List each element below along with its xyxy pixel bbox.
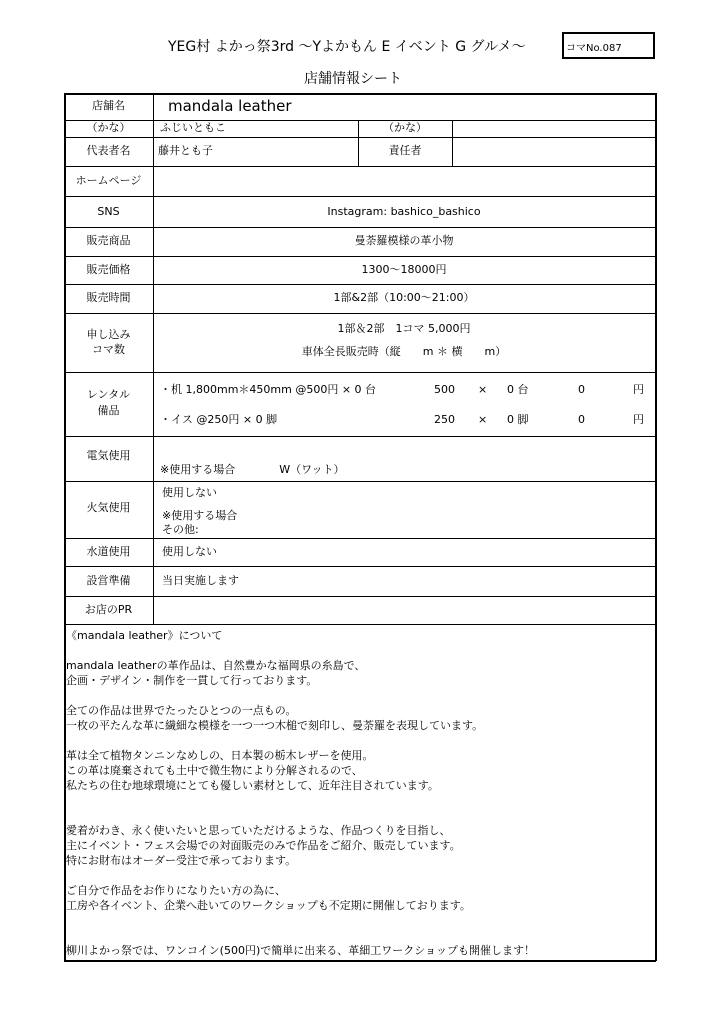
document-title: YEG村 よかっ祭3rd 〜Yよかもん E イベント G グルメ〜 [168,39,526,55]
application-line-2: 車体全長販売時（縦 m ＊ 横 m） [301,345,507,358]
fire-label: 火気使用 [86,501,131,514]
rental-unit-price: 500 [434,383,455,396]
fire-note: ※使用する場合 [162,509,238,522]
representative-label: 代表者名 [86,144,131,157]
shop-name-label: 店舗名 [92,99,125,112]
kana-label: （かな） [86,121,131,134]
rental-quantity: 0 脚 [507,413,529,426]
application-label: 申し込み [86,328,131,341]
water-label: 水道使用 [86,545,131,558]
rental-quantity: 0 台 [507,383,529,396]
rental-yen: 円 [633,413,644,426]
water-value: 使用しない [162,545,217,558]
kana-label-2: （かな） [383,121,427,134]
equipment-label: 備品 [97,404,120,417]
application-line-1: 1部＆2部 1コマ 5,000円 [337,322,471,335]
rental-times: × [478,413,488,426]
rental-times: × [478,383,488,396]
sales-time-value: 1部&2部（10:00〜21:00） [333,291,475,304]
rental-label: レンタル [86,388,131,401]
rental-yen: 円 [633,383,644,396]
rental-total: 0 [578,413,585,426]
koma-count-label: コマ数 [92,343,125,356]
rental-item: ・イス @250円 × 0 脚 [160,413,278,426]
products-value: 曼荼羅模様の革小物 [354,234,454,247]
price-value: 1300〜18000円 [361,263,447,276]
products-label: 販売商品 [86,234,131,247]
sales-time-label: 販売時間 [86,291,131,304]
kana-value: ふじいともこ [160,121,226,134]
homepage-label: ホームページ [75,174,142,187]
representative-value: 藤井とも子 [158,144,213,157]
shop-name-value: mandala leather [168,97,292,115]
fire-other: その他: [162,523,199,536]
pr-label: お店のPR [84,603,133,616]
sns-label: SNS [97,205,120,218]
electric-value: ※使用する場合 W（ワット） [160,463,345,476]
responsible-label: 責任者 [388,144,422,157]
document-subtitle: 店舗情報シート [304,71,402,87]
rental-total: 0 [578,383,585,396]
shop-pr-text: 《mandala leather》について mandala leatherの革作品は、自然豊かな福岡県の糸島で、 企画・デザイン・制作を一貫して行っております。 全ての作品は世界でたったひとつの一点もの。 一枚の平たんな革に繊細な模様を一つ一つ木槌で刻印し、曼荼羅を表現しています。 革は全て植物タンニンなめしの、日本製の栃木レザーを使用。 この革は廃棄されても土中で微生物により分解されるので、 私たちの住む地球環境にとても優しい素材として、近年注目されています。 愛着がわき、永く使いたいと思っていただけるような、作品つくりを目指し、 主にイベント・フェス会場での対面販売のみで作品をご紹介、販売しています。 特にお財布はオーダー受注で承っております。 ご自分で作品をお作りになりたい方の為に、 工房や各イベント、企業へ赴いてのワークショップも不定期に開催しております。 柳川よかっ祭では、ワンコイン(500円)で簡単に出来る、革細工ワークショップも開催します！ [66,629,536,957]
rental-unit-price: 250 [434,413,455,426]
setup-label: 設営準備 [86,574,131,587]
price-label: 販売価格 [86,263,131,276]
sns-value: Instagram: bashico_bashico [327,205,481,218]
electric-label: 電気使用 [86,449,131,462]
setup-value: 当日実施します [162,574,239,587]
rental-item: ・机 1,800mm＊450mm @500円 × 0 台 [160,383,377,396]
koma-number-box: コマNo.087 [562,32,655,59]
fire-value: 使用しない [162,486,217,499]
